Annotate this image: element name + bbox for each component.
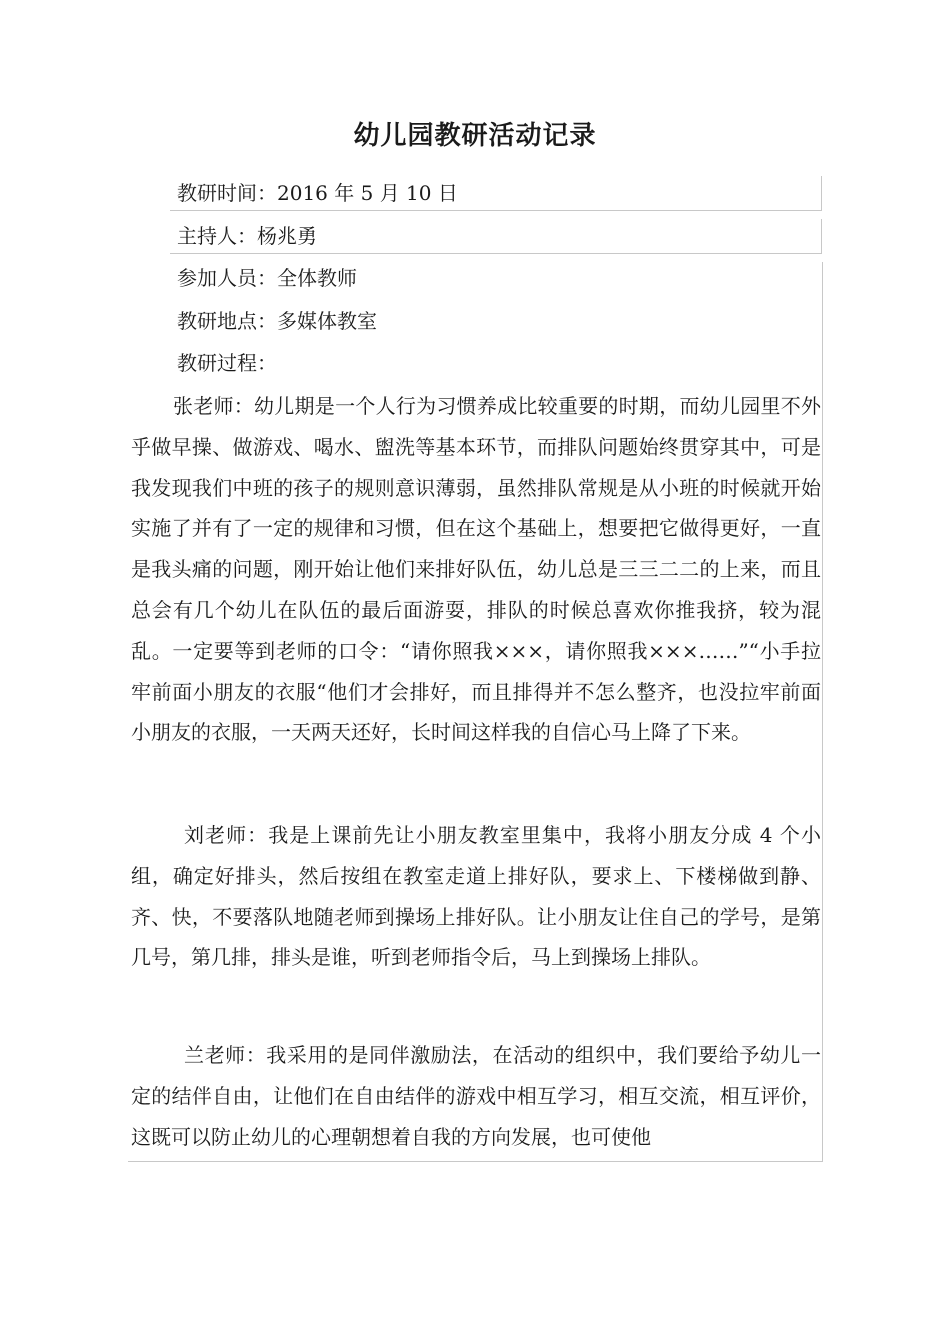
paragraph-teacher-liu: 刘老师：我是上课前先让小朋友教室里集中，我将小朋友分成 4 个小组，确定好排头，然后按组在教室走道上排好队，要求上、下楼梯做到静、齐、快，不要落队地随老师到操场上排好队。让小朋友让住自己的学号，是第几号，第几排，排头是谁，听到老师指令后，马上到操场上排队。: [131, 823, 821, 970]
research-time-row: [170, 176, 822, 211]
research-time-text: 教研时间：2016 年 5 月 10 日: [177, 181, 458, 205]
paragraph-teacher-lan: 兰老师：我采用的是同伴激励法，在活动的组织中，我们要给予幼儿一定的结伴自由，让他们在自由结伴的游戏中相互学习，相互交流，相互评价，这既可以防止幼儿的心理朝想着自我的方向发展，也可使他: [131, 1043, 821, 1149]
process-heading: 教研过程：: [177, 351, 277, 375]
host-text: 主持人：杨兆勇: [177, 224, 317, 248]
participants-field: 参加人员：全体教师: [177, 266, 357, 290]
paragraph-teacher-zhang: 张老师：幼儿期是一个人行为习惯养成比较重要的时期，而幼儿园里不外乎做早操、做游戏、喝水、盥洗等基本环节，而排队问题始终贯穿其中，可是我发现我们中班的孩子的规则意识薄弱，虽然排队常规是从小班的时候就开始实施了并有了一定的规律和习惯，但在这个基础上，想要把它做得更好，一直是我头痛的问题，刚开始让他们来排好队伍，幼儿总是三三二二的上来，而且总会有几个幼儿在队伍的最后面游耍，排队的时候总喜欢你推我挤，较为混乱。一定要等到老师的口令：“请你照我×××，请你照我×××……”“小手拉牢前面小朋友的衣服“他们才会排好，而且排得并不怎么整齐，也没拉牢前面小朋友的衣服，一天两天还好，长时间这样我的自信心马上降了下来。: [131, 394, 821, 745]
host-row: [170, 219, 822, 254]
page-title: 幼儿园教研活动记录: [353, 121, 597, 151]
location-field: 教研地点：多媒体教室: [177, 309, 377, 333]
